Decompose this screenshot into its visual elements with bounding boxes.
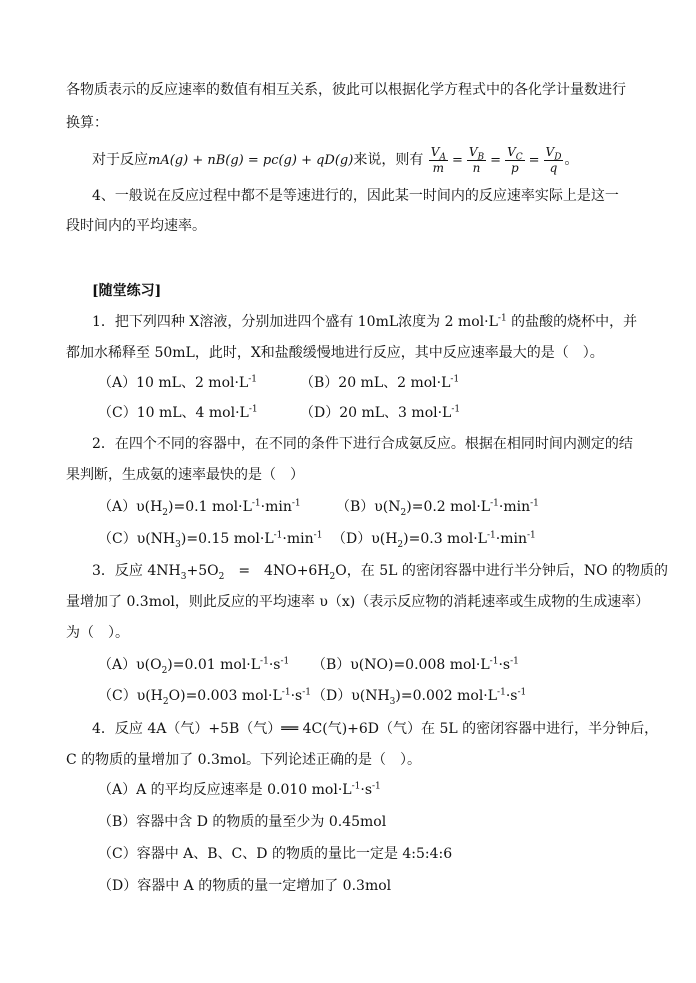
formula-lead: 对于反应: [92, 152, 148, 168]
q4-option-c: （C）容器中 A、B、C、D 的物质的量比一定是 4:5:4:6: [98, 846, 453, 862]
q1-line-1: 1．把下列四种 X溶液，分别加进四个盛有 10mL浓度为 2 $mol\cdot L^{-1}$ 的盐酸的烧杯中，并: [92, 313, 638, 330]
practice-heading: [随堂练习]: [92, 283, 162, 299]
q2-option-d: $(D)\upsilon(H_2)=0.3$ $mol\cdot L^{-1}\cdot\min^{-1}$: [332, 530, 536, 550]
rate-ratio-formula: 对于反应mA(g) + nB(g) = pc(g) + qD(g)来说，则有 $\frac{V_A}{m}$ = $\frac{V_B}{n}$ = $\frac{V_C}{p}$ = $\frac{V_D}{q}$ 。: [92, 144, 579, 175]
q4-line-2: C 的物质的量增加了 0.3mol。下列论述正确的是（ ）。: [66, 752, 422, 768]
q1-option-c: （C）10 mL、4 $mol\cdot L^{-1}$: [98, 404, 258, 421]
ratio-d: $\frac{V_D}{q}$: [545, 144, 562, 175]
q1-line-2: 都加水稀释至 50mL，此时，X和盐酸缓慢地进行反应，其中反应速率最大的是（ ）。: [66, 345, 604, 361]
ratio-b: $\frac{V_B}{n}$: [468, 144, 485, 175]
q3-option-b: （B）υ(NO)=0.008 $mol\cdot L^{-1}\cdot s^{-1}$: [312, 656, 519, 673]
q3-option-a: $(A)\upsilon(O_2)=0.01$ $mol\cdot L^{-1}\cdot s^{-1}$: [98, 656, 290, 676]
point4-line-1: 4、一般说在反应过程中都不是等速进行的，因此某一时间内的反应速率实际上是这一: [92, 188, 619, 204]
q3-line-3: 为（ ）。: [66, 625, 129, 641]
q3-option-c: $(C)\upsilon(H_2O)=0.003$ $mol\cdot L^{-1}\cdot s^{-1}$: [98, 687, 311, 707]
q4-option-d: （D）容器中 A 的物质的量一定增加了 0.3mol: [98, 878, 392, 894]
intro-line-1: 各物质表示的反应速率的数值有相互关系，彼此可以根据化学方程式中的各化学计量数进行: [66, 82, 626, 98]
q4-option-a: （A）A 的平均反应速率是 0.010 $mol\cdot L^{-1}\cdot s^{-1}$: [98, 781, 381, 798]
q2-line-1: 2．在四个不同的容器中，在不同的条件下进行合成氨反应。根据在相同时间内测定的结: [92, 436, 633, 452]
q1-option-d: （D）20 mL、3 $mol\cdot L^{-1}$: [300, 404, 461, 421]
reaction-equation: mA(g) + nB(g) = pc(g) + qD(g): [148, 153, 354, 168]
intro-line-2: 换算：: [66, 115, 108, 131]
ratio-c: $\frac{V_C}{p}$: [507, 144, 523, 175]
q3-line-1: 3．反应 $4NH_3+5O_2$ = $4NO+6H_2O$，在 5L 的密闭容器中进行半分钟后，NO 的物质的: [92, 563, 669, 582]
q3-line-2: 量增加了 0.3mol，则此反应的平均速率 υ（x)（表示反应物的消耗速率或生成物的生成速率）: [66, 594, 650, 610]
q4-option-b: （B）容器中含 D 的物质的量至少为 0.45mol: [98, 814, 387, 830]
q3-option-d: $(D)\upsilon(NH_3)=0.002$ $mol\cdot L^{-1}\cdot s^{-1}$: [312, 687, 527, 707]
formula-mid: 来说，则有: [353, 152, 424, 168]
q2-option-c: $(C)\upsilon(NH_3)=0.15$ $mol\cdot L^{-1}\cdot\min^{-1}$: [98, 530, 323, 550]
q2-option-a: $(A)\upsilon(H_2)=0.1$ $mol\cdot L^{-1}\cdot\min^{-1}$: [98, 498, 301, 518]
q2-option-b: $(B)\upsilon(N_2)=0.2$ $mol\cdot L^{-1}\cdot\min^{-1}$: [336, 498, 539, 518]
q1-option-a: （A）10 mL、2 $mol\cdot L^{-1}$: [98, 374, 258, 391]
q4-line-1: 4．反应 4A（气）+5B（气）══ 4C(气)+6D（气）在 5L 的密闭容器中进行，半分钟后，: [92, 721, 659, 737]
q2-line-2: 果判断，生成氨的速率最快的是（ ）: [66, 467, 304, 483]
point4-line-2: 段时间内的平均速率。: [66, 218, 206, 234]
formula-end: 。: [564, 152, 579, 168]
ratio-a: $\frac{V_A}{m}$: [430, 144, 446, 175]
q1-option-b: （B）20 mL、2 $mol\cdot L^{-1}$: [300, 374, 460, 391]
